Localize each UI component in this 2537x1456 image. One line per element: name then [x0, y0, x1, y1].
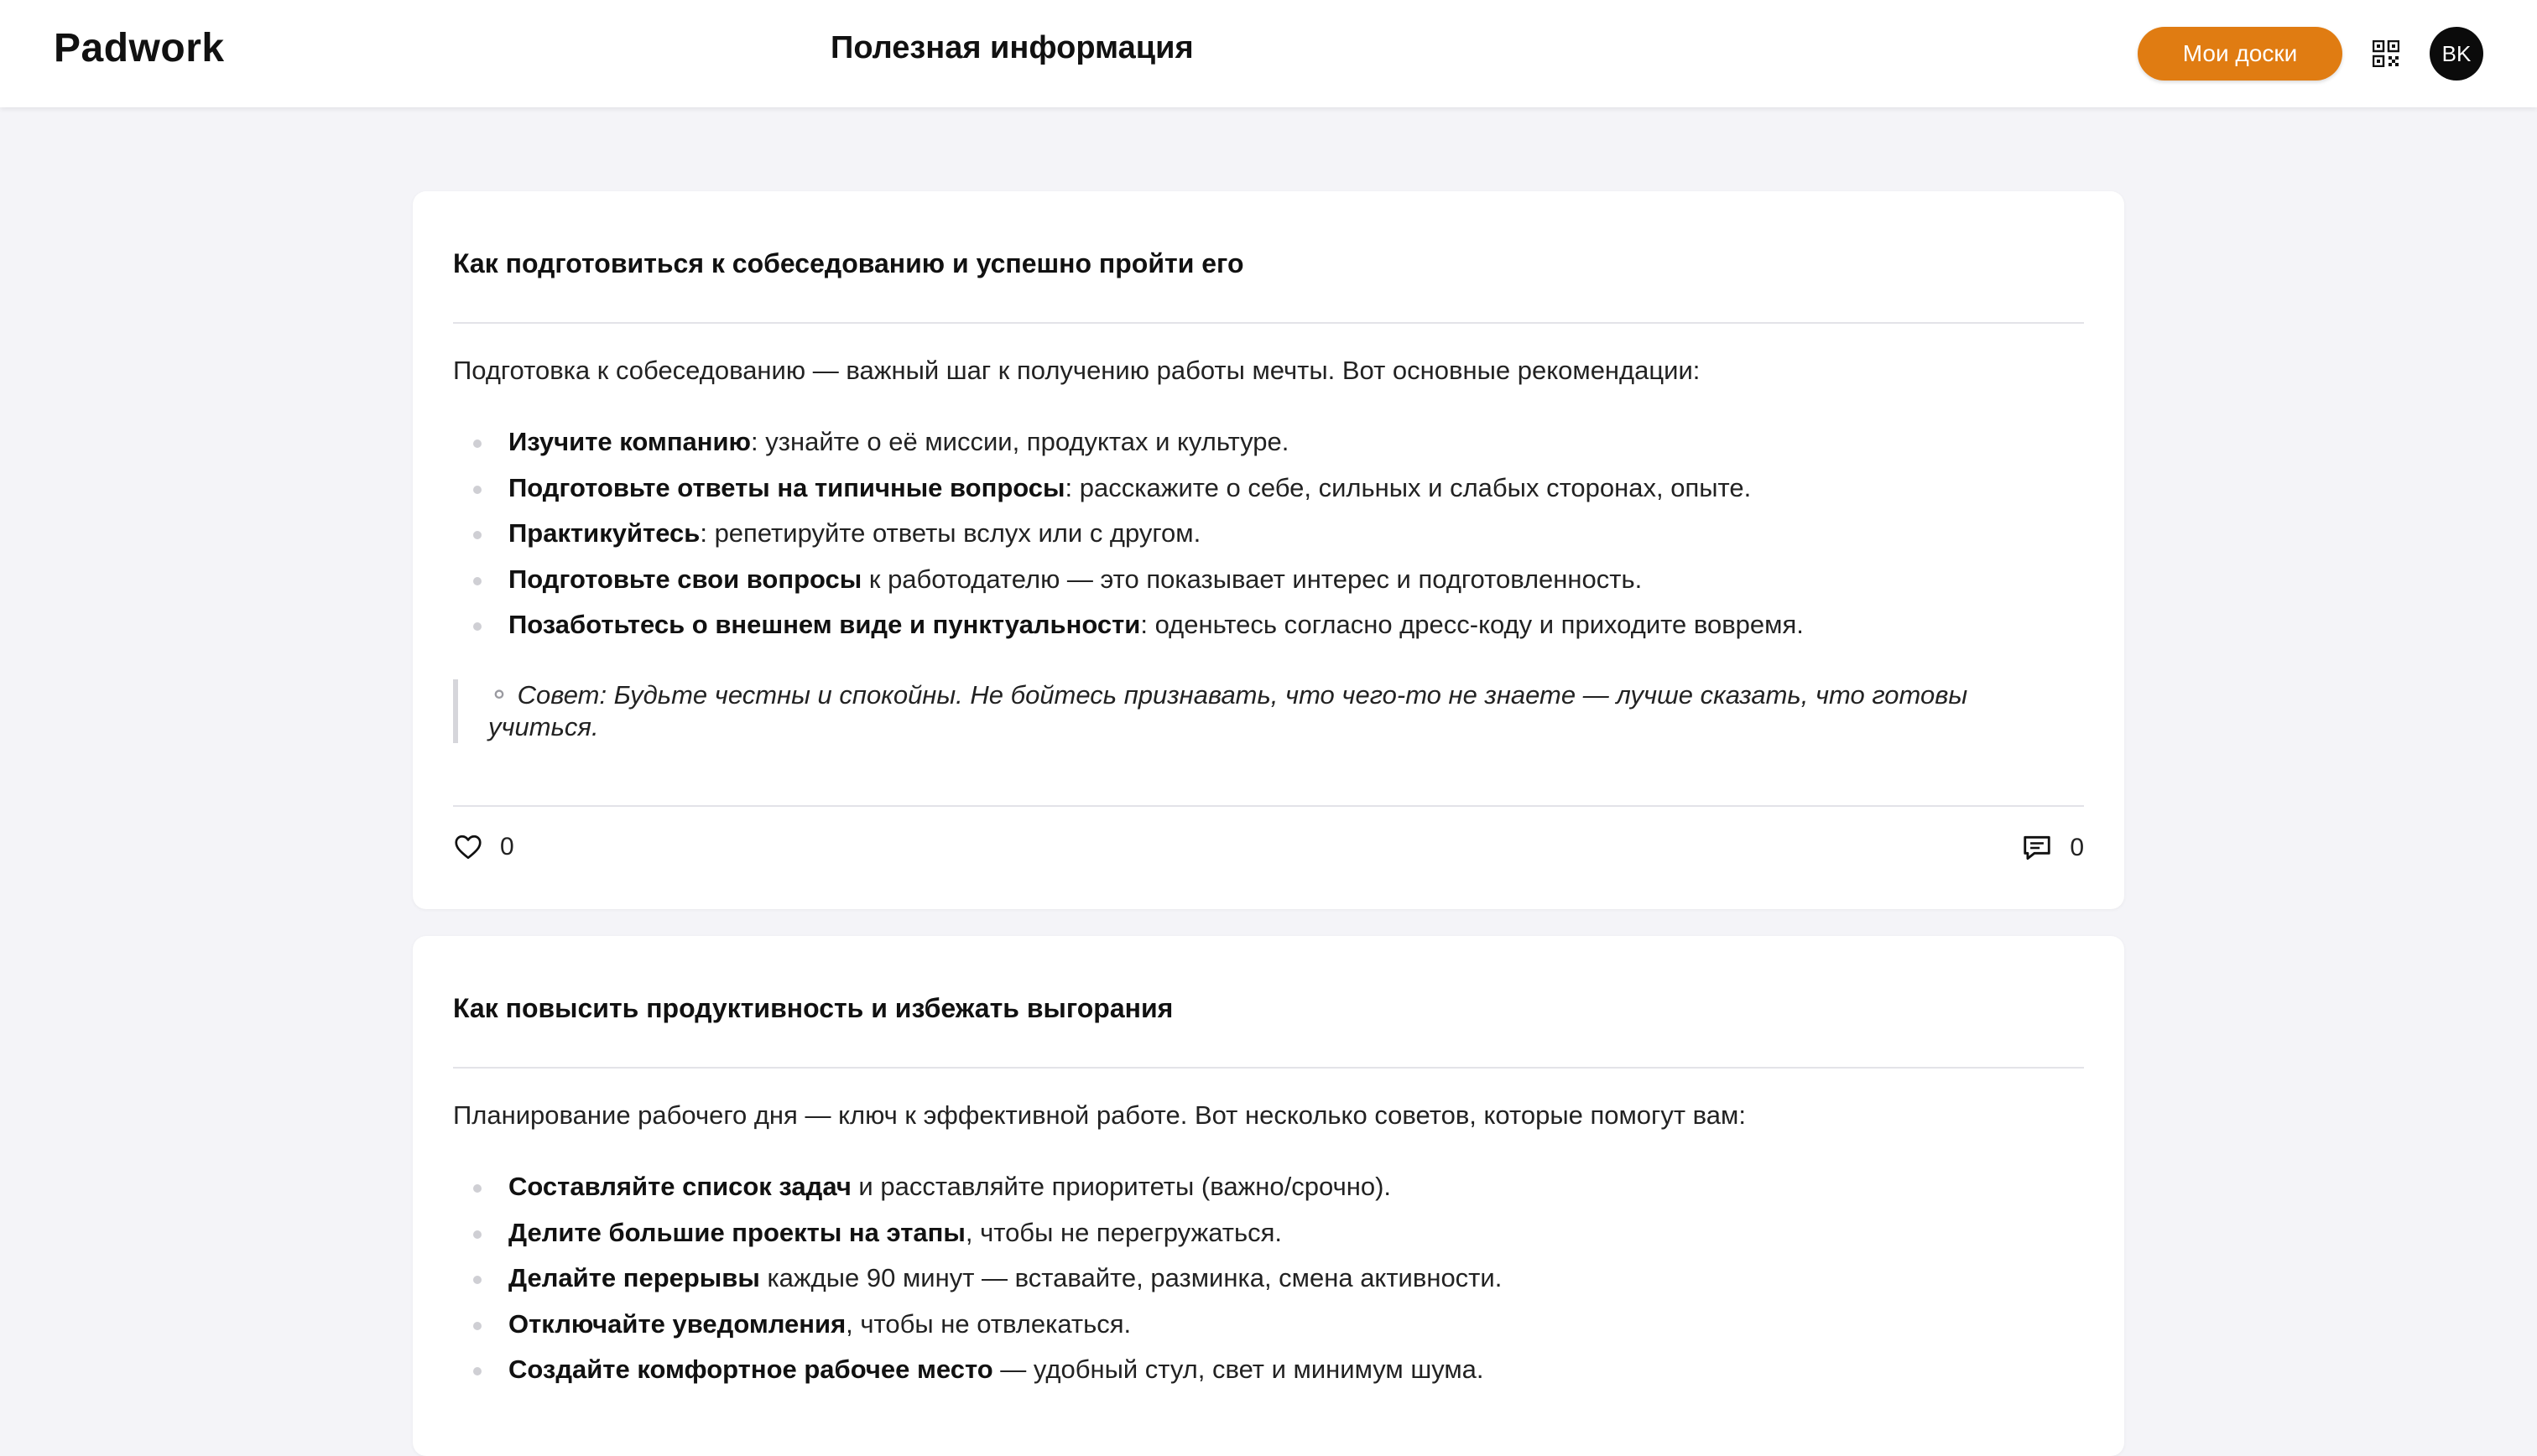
list-item: Практикуйтесь: репетируйте ответы вслух или с другом.	[453, 511, 1804, 557]
list-item: Делайте перерывы каждые 90 минут — вставайте, разминка, смена активности.	[453, 1256, 1502, 1302]
tip-quote	[453, 679, 2064, 743]
post-bullet-list	[453, 1164, 1502, 1393]
comment-count: 0	[2070, 834, 2084, 861]
post-bullet-list	[453, 419, 1804, 648]
list-item: Отключайте уведомления, чтобы не отвлекаться.	[453, 1302, 1502, 1348]
like-count: 0	[500, 833, 514, 861]
divider	[453, 805, 2084, 807]
comment-icon	[2021, 832, 2053, 864]
list-item: Позаботьтесь о внешнем виде и пунктуальности: оденьтесь согласно дресс-коду и приходите вовремя.	[453, 602, 1804, 648]
list-item: Делите большие проекты на этапы, чтобы не перегружаться.	[453, 1210, 1502, 1256]
post-actions	[453, 825, 2084, 867]
post-card	[413, 936, 2124, 1456]
list-item: Подготовьте ответы на типичные вопросы: расскажите о себе, сильных и слабых сторонах, опыте.	[453, 465, 1804, 512]
post-title: Как повысить продуктивность и избежать выгорания	[453, 993, 1174, 1023]
list-item: Составляйте список задач и расставляйте приоритеты (важно/срочно).	[453, 1164, 1502, 1210]
qr-code-icon[interactable]	[2373, 40, 2399, 67]
list-item: Изучите компанию: узнайте о её миссии, продуктах и культуре.	[453, 419, 1804, 465]
post-intro: Подготовка к собеседованию — важный шаг к получению работы мечты. Вот основные рекомендации:	[453, 356, 1701, 385]
brand-logo[interactable]: Padwork	[54, 26, 225, 70]
lightbulb-icon: ⚬	[488, 680, 510, 710]
heart-icon	[453, 832, 483, 862]
divider	[453, 1067, 2084, 1069]
user-avatar[interactable]: BK	[2430, 27, 2483, 81]
page-title: Полезная информация	[831, 30, 1194, 65]
comments-button[interactable]	[2021, 832, 2084, 864]
list-item: Подготовьте свои вопросы к работодателю — это показывает интерес и подготовленность.	[453, 557, 1804, 603]
list-item: Создайте комфортное рабочее место — удобный стул, свет и минимум шума.	[453, 1347, 1502, 1393]
my-boards-button[interactable]: Мои доски	[2138, 27, 2342, 81]
divider	[453, 322, 2084, 324]
post-intro: Планирование рабочего дня — ключ к эффективной работе. Вот несколько советов, которые помогут вам:	[453, 1100, 1746, 1130]
post-card	[413, 191, 2124, 909]
post-title: Как подготовиться к собеседованию и успешно пройти его	[453, 248, 1244, 278]
top-bar	[0, 0, 2537, 107]
tip-text: Совет: Будьте честны и спокойны. Не бойтесь признавать, что чего-то не знаете — лучше сказать, что готовы учиться.	[488, 680, 1968, 741]
like-button[interactable]	[453, 832, 514, 862]
